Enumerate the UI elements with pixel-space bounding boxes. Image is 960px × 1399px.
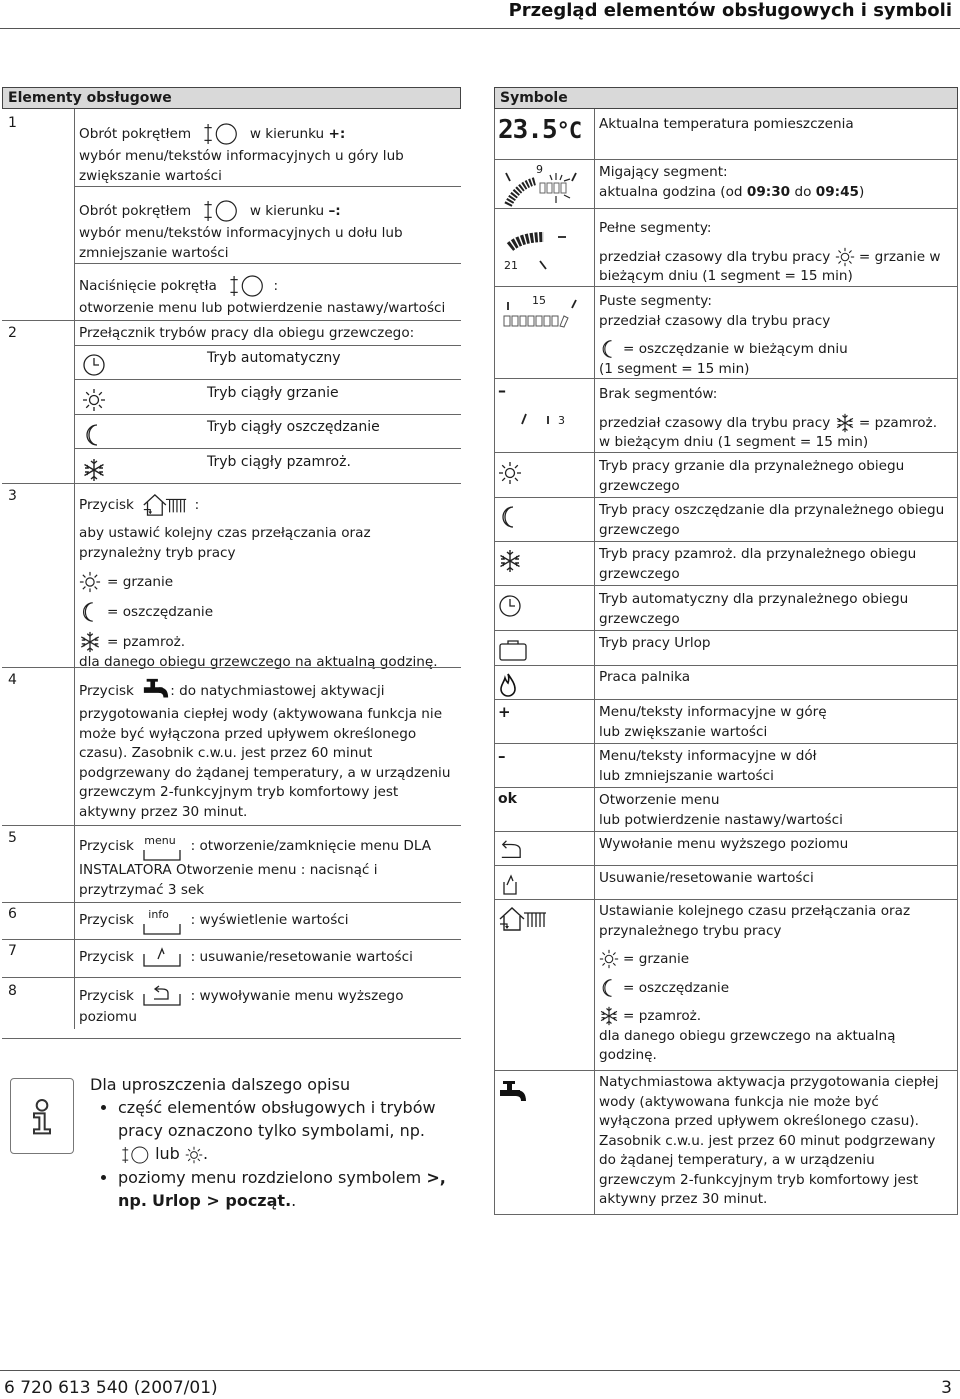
header-rule: [0, 28, 960, 29]
page-number: 3: [941, 1378, 952, 1398]
temperature-value: 23.5: [498, 115, 557, 145]
info-desc: : wyświetlenie wartości: [190, 912, 349, 928]
dhw-desc-line: aktywny przez 30 minut.: [79, 803, 248, 820]
back-arrow-icon: [498, 839, 524, 865]
reset-desc: Usuwanie/resetowanie wartości: [599, 870, 814, 886]
clock-icon: [82, 353, 106, 381]
rotary-knob-icon: [199, 198, 239, 224]
button-word: Przycisk: [79, 497, 134, 513]
blink-desc: [599, 163, 954, 202]
item-number-3: 3: [8, 488, 17, 504]
menu-desc-2: INSTALATORA Otworzenie menu : nacisnąć i: [79, 862, 378, 878]
dhw-button-text: [79, 677, 461, 822]
row-divider: [494, 699, 958, 700]
blink-desc-2e: ): [859, 183, 865, 200]
item-number-2: 2: [8, 325, 17, 341]
no-segments-display: [498, 410, 588, 434]
note-bullet-2-example: Urlop > począt.: [152, 1190, 292, 1210]
row-divider: [494, 743, 958, 744]
symbols-column-divider: [594, 109, 595, 1214]
back-desc: : wywoływanie menu wyższego: [190, 988, 404, 1004]
ok-symbol: ok: [498, 791, 517, 807]
footer-rule: [0, 1370, 960, 1371]
row-divider: [74, 263, 461, 264]
snowflake-icon: [79, 631, 101, 653]
program-desc-1: aby ustawić kolejny czas przełączania oraz: [79, 525, 371, 541]
knob-down-desc-2: zmniejszanie wartości: [79, 244, 229, 261]
back-button-text: [79, 984, 461, 1028]
save-desc-2: grzewczego: [599, 521, 680, 538]
temperature-unit: °C: [556, 119, 582, 144]
row-divider: [74, 414, 461, 415]
frost-legend: = pzamroż.: [107, 634, 186, 650]
plus-symbol: +: [498, 703, 511, 721]
heat-desc-2: grzewczego: [599, 477, 680, 494]
moon-icon: [498, 505, 522, 533]
row-divider: [2, 667, 461, 668]
table-right-border: [957, 109, 958, 1215]
controls-column-divider: [74, 109, 75, 1029]
program-button-text: [79, 492, 461, 673]
snowflake-icon: [835, 413, 855, 433]
house-radiator-icon: [498, 905, 548, 937]
minus-desc-1: Menu/teksty informacyjne w dół: [599, 748, 817, 764]
segment-hour-21: 21: [504, 259, 518, 272]
row-divider: [2, 825, 461, 826]
back-button-icon: [142, 984, 182, 1008]
item-number-8: 8: [8, 983, 17, 999]
menu-desc-start: : otworzenie/zamknięcie menu DLA: [190, 838, 432, 854]
mode-heat-label: Tryb ciągły grzanie: [207, 385, 339, 401]
knob-turn-down-text: [79, 198, 461, 263]
dhw-desc-line: czasu). Zasobnik c.w.u. jest przez 60 minut: [79, 745, 373, 761]
mode-frost-label: Tryb ciągły pzamroż.: [207, 454, 351, 470]
row-divider: [2, 902, 461, 903]
snowflake-icon: [498, 549, 522, 577]
knob-direction-label: w kierunku: [249, 203, 325, 219]
row-divider: [494, 630, 958, 631]
none-desc-1: Brak segmentów:: [599, 386, 718, 402]
moon-icon: [599, 978, 619, 998]
knob-turn-label: Obrót pokrętłem: [79, 203, 192, 219]
program-desc-2: przynależny tryb pracy: [79, 544, 236, 561]
dhw-line: wyłączona przed upływem określonego czasu).: [599, 1113, 919, 1129]
row-divider: [494, 541, 958, 542]
blink-time-start: 09:30: [746, 183, 791, 200]
heat-desc-1: Tryb pracy grzanie dla przynależnego obiegu: [599, 458, 905, 474]
sun-icon: [79, 571, 101, 593]
full-desc-2a: przedział czasowy dla trybu pracy: [599, 248, 831, 265]
note-text: [90, 1073, 460, 1212]
item-number-7: 7: [8, 943, 17, 959]
ok-desc-1: Otworzenie menu: [599, 792, 720, 808]
note-title: Dla uproszczenia dalszego opisu: [90, 1075, 351, 1094]
frost-desc-1: Tryb pracy pzamroż. dla przynależnego obiegu: [599, 546, 917, 562]
colon: :: [273, 278, 279, 294]
auto-desc: [599, 590, 954, 629]
dhw-line: Natychmiastowa aktywacja przygotowania ciepłej: [599, 1074, 939, 1090]
item-number-6: 6: [8, 906, 17, 922]
save-desc: [599, 501, 954, 540]
item-number-1: 1: [8, 115, 17, 131]
save-desc-1: Tryb pracy oszczędzanie dla przynależnego obiegu: [599, 502, 945, 518]
empty-desc-3: = oszczędzanie w bieżącym dniu: [623, 341, 848, 357]
dhw-line: aktywny przez 30 minut.: [599, 1191, 768, 1207]
knob-turn-label: Obrót pokrętłem: [79, 126, 192, 142]
full-desc-1: Pełne segmenty:: [599, 220, 712, 236]
item-number-5: 5: [8, 830, 17, 846]
clock-icon: [498, 594, 522, 622]
segment-hour-3: 3: [558, 414, 565, 427]
minus-sign: –:: [328, 203, 341, 219]
symbols-table: [494, 87, 958, 1217]
sun-icon: [185, 1146, 203, 1164]
temp-desc: Aktualna temperatura pomieszczenia: [599, 116, 854, 132]
row-divider: [494, 831, 958, 832]
plus-desc-1: Menu/teksty informacyjne w górę: [599, 704, 827, 720]
program-desc: [599, 902, 954, 1066]
program-desc-1: Ustawianie kolejnego czasu przełączania oraz: [599, 903, 911, 919]
blink-desc-2c: do: [794, 183, 812, 200]
button-word: Przycisk: [79, 949, 134, 965]
row-divider: [494, 899, 958, 900]
note-bullet-1-text: część elementów obsługowych i trybów pracy oznaczono tylko symbolami, np.: [118, 1098, 436, 1140]
row-divider: [494, 452, 958, 453]
row-divider: [494, 286, 958, 287]
tap-icon: [142, 677, 170, 705]
controls-table: [2, 87, 461, 1047]
row-divider: [74, 345, 461, 346]
flame-icon: [498, 672, 518, 702]
segment-hour-9: 9: [536, 163, 543, 176]
ok-desc-2: lub potwierdzenie nastawy/wartości: [599, 811, 843, 828]
dhw-line: grzewczym 2-funkcyjnym tryb komfortowy jest: [599, 1171, 919, 1188]
empty-desc-1: Puste segmenty:: [599, 293, 712, 309]
rotary-knob-icon: [199, 121, 239, 147]
none-desc-2a: przedział czasowy dla trybu pracy: [599, 414, 831, 431]
full-segments-display: [498, 217, 588, 277]
button-word: Przycisk: [79, 988, 134, 1004]
table-left-border: [494, 109, 495, 1215]
document-code: 6 720 613 540 (2007/01): [4, 1378, 218, 1398]
auto-desc-1: Tryb automatyczny dla przynależnego obiegu: [599, 591, 909, 607]
row-divider: [494, 665, 958, 666]
info-note-box: [10, 1078, 74, 1154]
mode-switch-heading: Przełącznik trybów pracy dla obiegu grzewczego:: [79, 325, 415, 341]
reset-desc: : usuwanie/resetowanie wartości: [190, 949, 413, 965]
blink-time-end: 09:45: [815, 183, 860, 200]
empty-desc-2: przedział czasowy dla trybu pracy: [599, 312, 831, 329]
sun-icon: [599, 949, 619, 969]
snowflake-icon: [82, 458, 106, 486]
back-desc: Wywołanie menu wyższego poziomu: [599, 836, 849, 852]
knob-press-desc: otworzenie menu lub potwierdzenie nastawy/wartości: [79, 300, 446, 316]
back-desc-2: poziomu: [79, 1009, 138, 1025]
knob-direction-label: w kierunku: [249, 126, 325, 142]
full-desc-2b: = grzanie w: [858, 248, 941, 265]
dhw-desc-start: : do natychmiastowej aktywacji: [170, 683, 385, 699]
info-button-icon: [142, 905, 182, 935]
minus-symbol: –: [498, 747, 506, 765]
dhw-line: do żądanej temperatury, a w urządzeniu: [599, 1152, 875, 1168]
menu-button-text: [79, 831, 461, 900]
dhw-desc-line: może być wyłączona przed upływem określonego: [79, 725, 417, 742]
sun-icon: [498, 461, 522, 489]
note-bullet-2: [118, 1166, 460, 1212]
row-divider: [2, 320, 461, 321]
segment-hour-15: 15: [532, 294, 546, 307]
plus-sign: +:: [328, 126, 346, 142]
none-desc-2b: = pzamroż.: [858, 414, 938, 431]
moon-icon: [79, 601, 101, 623]
row-divider: [494, 208, 958, 209]
frost-desc-2: grzewczego: [599, 565, 680, 582]
item-number-4: 4: [8, 672, 17, 688]
button-word: Przycisk: [79, 838, 134, 854]
row-divider: [2, 977, 461, 978]
note-bullet-2-text: poziomy menu rozdzielono symbolem: [118, 1167, 422, 1187]
controls-table-heading: Elementy obsługowe: [2, 87, 461, 109]
temperature-display: [498, 115, 581, 145]
full-desc: [599, 219, 954, 287]
none-desc: [599, 385, 954, 453]
mode-auto-label: Tryb automatyczny: [207, 350, 341, 366]
reset-icon: [498, 873, 522, 901]
empty-desc-4: (1 segment = 15 min): [599, 360, 750, 377]
knob-press-text: [79, 273, 461, 319]
sun-icon: [82, 388, 106, 416]
plus-desc: [599, 703, 954, 742]
info-icon: [22, 1091, 62, 1141]
holiday-desc: Tryb pracy Urlop: [599, 635, 711, 651]
note-bullet-1: [118, 1096, 460, 1166]
no-segments-minus: –: [498, 381, 506, 400]
plus-desc-2: lub zwiększanie wartości: [599, 723, 768, 740]
button-word: Przycisk: [79, 683, 134, 699]
program-desc-last: dla danego obiegu grzewczego na aktualną godzinę.: [79, 654, 438, 670]
reset-button-text: [79, 945, 461, 969]
knob-turn-up-text: [79, 121, 461, 186]
moon-icon: [82, 423, 106, 451]
blink-desc-1: Migający segment:: [599, 164, 728, 180]
menu-desc-3: przytrzymać 3 sek: [79, 881, 205, 898]
row-divider: [494, 787, 958, 788]
program-save: = oszczędzanie: [623, 979, 730, 996]
moon-icon: [599, 339, 619, 359]
knob-icon: [118, 1144, 150, 1166]
note-dot: .: [202, 1144, 209, 1163]
info-button-text: [79, 905, 461, 935]
blink-desc-2a: aktualna godzina (od: [599, 183, 743, 200]
dhw-line: Zasobnik c.w.u. jest przez 60 minut podgrzewany: [599, 1132, 936, 1149]
row-divider: [494, 378, 958, 379]
row-divider: [494, 1214, 958, 1215]
row-divider: [494, 497, 958, 498]
program-heat: = grzanie: [623, 951, 690, 967]
note-bullet-2-dot: .: [291, 1190, 297, 1210]
minus-desc-2: lub zmniejszanie wartości: [599, 767, 774, 784]
tap-icon: [498, 1079, 528, 1113]
dhw-desc: [599, 1073, 954, 1210]
frost-desc: [599, 545, 954, 584]
auto-desc-2: grzewczego: [599, 610, 680, 627]
program-last-2: godzinę.: [599, 1047, 657, 1063]
minus-desc: [599, 747, 954, 786]
dhw-desc-line: podgrzewany do żądanej temperatury, a w urządzeniu: [79, 764, 451, 781]
knob-up-desc-2: zwiększanie wartości: [79, 167, 222, 184]
empty-segments-display: [498, 294, 588, 334]
menu-button-caption: menu: [144, 834, 176, 847]
knob-down-desc-1: wybór menu/tekstów informacyjnych u dołu lub: [79, 225, 403, 241]
row-divider: [494, 159, 958, 160]
row-divider: [74, 379, 461, 380]
ok-desc: [599, 791, 954, 830]
house-radiator-icon: [142, 492, 188, 518]
program-desc-2: przynależnego trybu pracy: [599, 922, 782, 939]
info-button-caption: info: [148, 908, 169, 921]
none-desc-3: w bieżącym dniu (1 segment = 15 min): [599, 434, 869, 450]
row-divider: [494, 1070, 958, 1071]
heat-desc: [599, 457, 954, 496]
knob-ok-icon: [225, 273, 265, 299]
heat-legend: = grzanie: [107, 574, 174, 590]
dhw-desc-line: przygotowania ciepłej wody (aktywowana funkcja nie: [79, 706, 443, 722]
row-divider: [74, 186, 461, 187]
row-divider: [2, 1038, 461, 1039]
full-desc-3: bieżącym dniu (1 segment = 15 min): [599, 268, 853, 284]
snowflake-icon: [599, 1006, 619, 1026]
button-word: Przycisk: [79, 912, 134, 928]
burner-desc: Praca palnika: [599, 669, 691, 685]
page-header-title: Przegląd elementów obsługowych i symboli: [508, 0, 952, 21]
blinking-segment-display: [498, 165, 588, 207]
knob-up-desc-1: wybór menu/tekstów informacyjnych u góry lub: [79, 148, 404, 164]
menu-button-icon: [142, 831, 182, 861]
colon: :: [194, 497, 200, 513]
dhw-line: wody (aktywowana funkcja nie może być: [599, 1093, 879, 1110]
row-divider: [74, 448, 461, 449]
save-legend: = oszczędzanie: [107, 604, 214, 620]
sun-icon: [835, 247, 855, 267]
note-or: lub: [155, 1144, 180, 1163]
dhw-desc-line: grzewczym 2-funkcyjnym tryb komfortowy jest: [79, 784, 399, 800]
empty-desc: [599, 292, 954, 379]
reset-button-icon: [142, 945, 182, 969]
knob-press-label: Naciśnięcie pokrętła: [79, 278, 217, 294]
symbols-table-heading: Symbole: [494, 87, 958, 109]
row-divider: [2, 483, 461, 484]
program-last-1: dla danego obiegu grzewczego na aktualną: [599, 1027, 896, 1044]
suitcase-icon: [498, 638, 528, 666]
note-bullet-2-symbol: >, np.: [118, 1167, 446, 1210]
row-divider: [494, 865, 958, 866]
program-frost: = pzamroż.: [623, 1008, 702, 1024]
row-divider: [2, 939, 461, 940]
row-divider: [494, 585, 958, 586]
mode-save-label: Tryb ciągły oszczędzanie: [207, 419, 380, 435]
